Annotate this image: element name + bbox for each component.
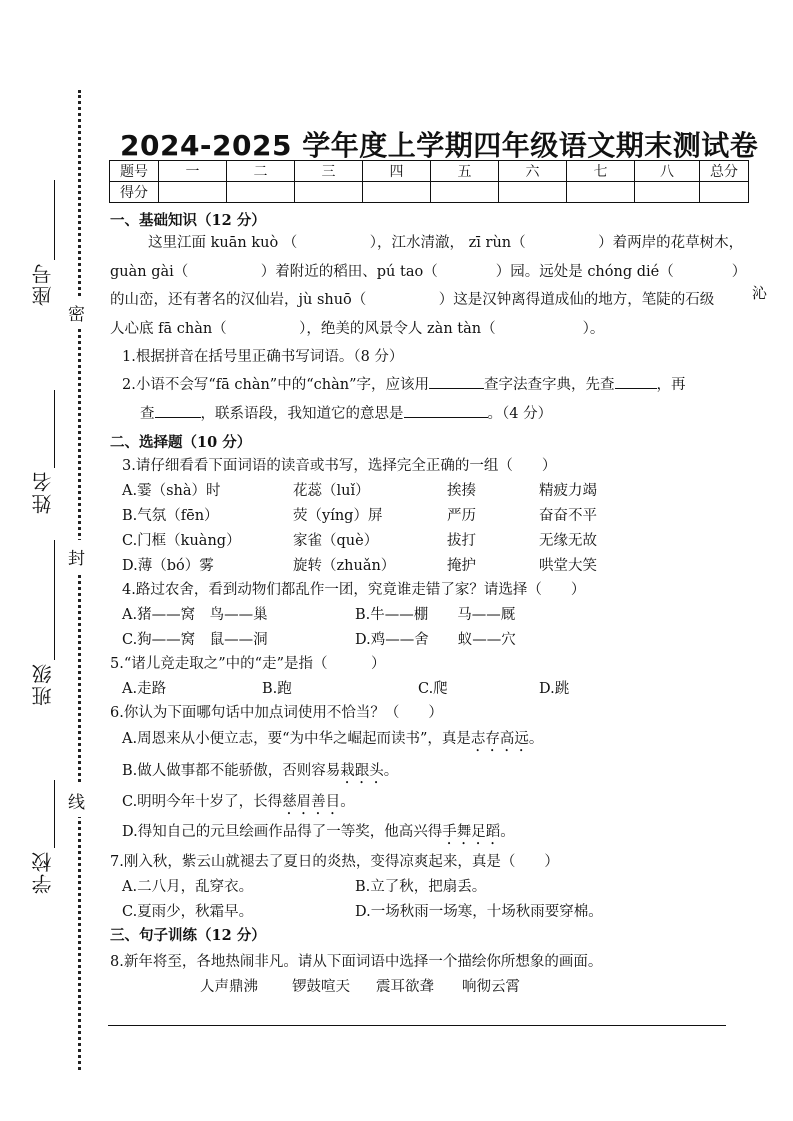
table-header-cell: 三 [295,161,363,182]
school-line [54,780,56,848]
question-5: 5.“诸儿竞走取之”中的“走”是指（ ） [110,656,386,672]
q6-c-end: 。 [340,794,355,810]
word-choice-4: 响彻云霄 [462,979,520,995]
table-header-cell: 七 [567,161,635,182]
answer-blank[interactable] [155,417,201,418]
answer-line[interactable] [108,1025,726,1026]
cut-mark-xian: 线 [68,784,85,817]
answer-blank[interactable] [429,388,484,389]
page-title: 2024-2025 学年度上学期四年级语文期末测试卷 [120,129,759,162]
score-cell[interactable] [431,182,499,203]
word-choice-1: 人声鼎沸 [200,979,258,995]
score-cell[interactable] [295,182,363,203]
section-1-heading: 一、基础知识（12 分） [110,212,266,229]
score-cell[interactable] [567,182,635,203]
q5-option-c: C.爬 [418,681,448,697]
table-header-cell: 题号 [110,161,159,182]
q6-a-dotted-word: 志存高远 [470,731,529,747]
q2-text-a: 2.小语不会写“fā chàn”中的“chàn”字，应该用 [122,377,429,393]
q6-option-a [122,727,543,755]
q6-b-end: 。 [383,763,399,779]
question-8: 8.新年将至，各地热闹非凡。请从下面词语中选择一个描绘你所想象的画面。 [110,954,603,970]
section-2-heading: 二、选择题（10 分） [110,434,252,451]
q6-d-end: 。 [500,824,515,840]
q3-option-b-2: 荧（yíng）屏 [293,508,383,524]
q4-option-a: A.猪——窝 鸟——巢 [122,607,268,623]
score-table-score-row [110,182,749,203]
q2-text-c: ，再 [656,377,686,393]
table-header-cell: 八 [635,161,700,182]
q3-option-a-2: 花蕊（luǐ） [293,483,370,499]
seat-line [54,180,56,260]
answer-blank[interactable] [615,388,657,389]
q7-option-a: A.二八月，乱穿衣。 [122,879,254,895]
passage-line-4: 人心底 fā chàn（ ），绝美的风景令人 zàn tàn（ ）。 [110,321,605,337]
score-cell[interactable] [363,182,431,203]
score-cell[interactable] [499,182,567,203]
q6-a-end: 。 [528,731,544,747]
cut-mark-feng: 封 [68,540,85,573]
q3-option-b-4: 奋奋不平 [539,508,597,524]
question-4: 4.路过农舍，看到动物们都乱作一团，究竟谁走错了家？请选择（ ） [122,582,586,598]
school-label: 学校 [31,850,55,894]
question-7: 7.刚入秋，紫云山就褪去了夏日的炎热，变得凉爽起来，真是（ ） [110,854,559,870]
question-6: 6.你认为下面哪句话中加点词使用不恰当？（ ） [110,705,443,721]
question-2-line-2 [140,402,552,423]
q2-text-b: 查字法查字典，先查 [484,377,615,393]
q6-c-text: C.明明今年十岁了，长得 [122,794,283,810]
q3-option-d-4: 哄堂大笑 [539,558,597,574]
q6-d-text: D.得知自己的元旦绘画作品得了一等奖，他高兴得 [122,824,443,840]
q6-a-text: A.周恩来从小便立志，要“为中华之崛起而读书”，真是 [122,731,471,747]
table-header-cell: 二 [227,161,295,182]
margin-note: 沁 [752,284,768,302]
answer-blank[interactable] [404,417,488,418]
table-header-cell: 六 [499,161,567,182]
q6-option-d [122,820,515,848]
name-label: 姓名 [31,470,55,514]
question-1: 1.根据拼音在括号里正确书写词语。（8 分） [122,349,404,365]
q4-option-c: C.狗——窝 鼠——洞 [122,632,268,648]
q2-text-f: 。（4 分） [487,406,553,422]
word-choice-2: 锣鼓喧天 [292,979,350,995]
score-cell[interactable] [700,182,749,203]
class-label: 班级 [31,662,55,706]
q6-d-dotted-word: 手舞足蹈 [442,824,501,840]
q3-option-b-3: 严历 [447,508,476,524]
q4-option-b: B.牛——棚 马——厩 [355,607,516,623]
q6-b-dotted-word: 栽跟头 [340,763,384,779]
score-table-header-row [110,161,749,182]
table-row-label: 得分 [110,182,159,203]
q3-option-c-3: 拔打 [447,533,476,549]
q3-option-b-1: B.气氛（fēn） [122,508,219,524]
binding-dotted-line [78,90,81,1070]
table-header-cell: 五 [431,161,499,182]
q6-option-b [122,759,398,787]
q5-option-b: B.跑 [262,681,292,697]
q3-option-a-1: A.霎（shà）时 [122,483,221,499]
q7-option-c: C.夏雨少，秋霜早。 [122,904,254,920]
score-cell[interactable] [159,182,227,203]
q3-option-d-1: D.薄（bó）雾 [122,558,214,574]
passage-line-2: guàn gài（ ）着附近的稻田、pú tao（ ）园。远处是 chóng dié（ ） [110,264,747,280]
passage-line-3: 的山峦，还有著名的汉仙岩，jù shuō（ ）这是汉钟离得道成仙的地方，笔陡的石级 [110,292,715,308]
score-cell[interactable] [227,182,295,203]
q3-option-a-3: 挨揍 [447,483,476,499]
q3-option-c-2: 家雀（què） [293,533,379,549]
table-header-cell: 一 [159,161,227,182]
cut-mark-mi: 密 [68,296,85,329]
q2-text-d: 查 [140,406,155,422]
q3-option-c-1: C.门框（kuàng） [122,533,241,549]
score-table [109,160,749,203]
class-line [54,540,56,660]
q5-option-d: D.跳 [539,681,570,697]
q6-c-dotted-word: 慈眉善目 [282,794,341,810]
q4-option-d: D.鸡——舍 蚁——穴 [355,632,516,648]
table-header-cell: 四 [363,161,431,182]
q2-text-e: ，联系语段，我知道它的意思是 [200,406,404,422]
q5-option-a: A.走路 [122,681,167,697]
table-header-cell: 总分 [700,161,749,182]
score-cell[interactable] [635,182,700,203]
q6-option-c [122,790,355,818]
q3-option-c-4: 无缘无故 [539,533,597,549]
section-3-heading: 三、句子训练（12 分） [110,927,266,944]
q7-option-d: D.一场秋雨一场寒，十场秋雨要穿棉。 [355,904,603,920]
name-line [54,390,56,468]
seat-label: 座号 [31,262,55,306]
q3-option-d-3: 掩护 [447,558,476,574]
q3-option-d-2: 旋转（zhuǎn） [293,558,396,574]
q3-option-a-4: 精疲力竭 [539,483,597,499]
word-choice-3: 震耳欲聋 [376,979,434,995]
passage-line-1: 这里江面 kuān kuò （ ），江水清澈， zī rùn（ ）着两岸的花草树木， [148,235,744,251]
q6-b-text: B.做人做事都不能骄傲，否则容易 [122,763,341,779]
question-3: 3.请仔细看看下面词语的读音或书写，选择完全正确的一组（ ） [122,458,557,474]
q7-option-b: B.立了秋，把扇丢。 [355,879,487,895]
question-2-line-1 [122,373,686,394]
